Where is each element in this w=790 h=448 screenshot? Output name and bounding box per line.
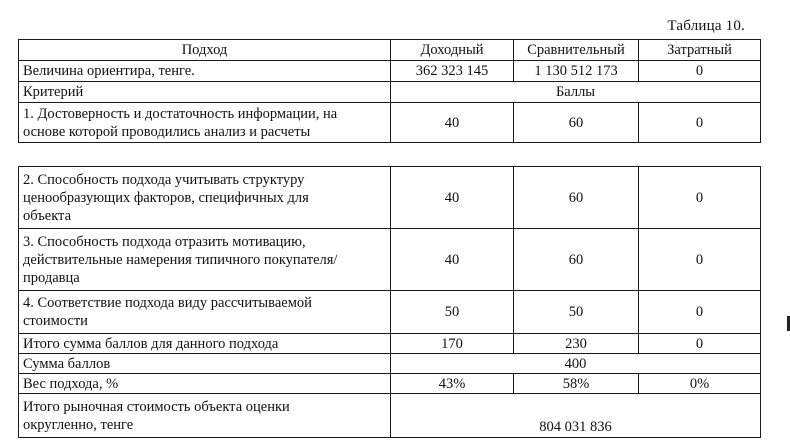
landmark-income: 362 323 145 bbox=[391, 61, 514, 82]
total-income: 170 bbox=[391, 334, 514, 354]
criterion-line: ценообразующих факторов, специфичных для bbox=[23, 189, 309, 206]
criterion-line: 1. Достоверность и достаточность информации, на bbox=[23, 105, 338, 122]
criterion-row bbox=[19, 291, 761, 334]
criterion-line: 2. Способность подхода учитывать структуру bbox=[23, 171, 305, 188]
score-cost: 0 bbox=[639, 229, 761, 291]
score-cost: 0 bbox=[639, 103, 761, 143]
weight-income: 43% bbox=[391, 374, 514, 394]
score-comparative: 60 bbox=[514, 167, 639, 229]
criteria-row bbox=[19, 82, 761, 103]
criterion-label bbox=[19, 167, 391, 229]
market-value-amount: 804 031 836 bbox=[391, 394, 761, 438]
criterion-row bbox=[19, 103, 761, 143]
score-cost: 0 bbox=[639, 291, 761, 334]
score-income: 40 bbox=[391, 229, 514, 291]
score-income: 40 bbox=[391, 103, 514, 143]
criteria-points: Баллы bbox=[391, 82, 761, 103]
market-value-label bbox=[19, 394, 391, 438]
landmark-cost: 0 bbox=[639, 61, 761, 82]
criterion-label bbox=[19, 291, 391, 334]
total-by-approach-label: Итого сумма баллов для данного подхода bbox=[19, 334, 391, 354]
weight-label: Вес подхода, % bbox=[19, 374, 391, 394]
landmark-label: Величина ориентира, тенге. bbox=[19, 61, 391, 82]
header-comparative: Сравнительный bbox=[514, 40, 639, 61]
market-value-line: Итого рыночная стоимость объекта оценки bbox=[23, 398, 290, 415]
score-comparative: 60 bbox=[514, 103, 639, 143]
landmark-comparative: 1 130 512 173 bbox=[514, 61, 639, 82]
weight-cost: 0% bbox=[639, 374, 761, 394]
table-header-row bbox=[19, 40, 761, 61]
weight-comparative: 58% bbox=[514, 374, 639, 394]
criterion-line: объекта bbox=[23, 207, 72, 224]
criterion-row bbox=[19, 167, 761, 229]
total-cost: 0 bbox=[639, 334, 761, 354]
valuation-table-top bbox=[18, 39, 761, 143]
sum-points-value: 400 bbox=[391, 354, 761, 374]
header-income: Доходный bbox=[391, 40, 514, 61]
criterion-line: действительные намерения типичного покупателя/ bbox=[23, 251, 338, 268]
criteria-label: Критерий bbox=[19, 82, 391, 103]
sum-points-label: Сумма баллов bbox=[19, 354, 391, 374]
criterion-line: 3. Способность подхода отразить мотивацию, bbox=[23, 233, 306, 250]
score-income: 50 bbox=[391, 291, 514, 334]
criterion-line: основе которой проводились анализ и расчеты bbox=[23, 123, 311, 140]
score-comparative: 50 bbox=[514, 291, 639, 334]
total-by-approach-row bbox=[19, 334, 761, 354]
criterion-label bbox=[19, 229, 391, 291]
sum-points-row bbox=[19, 354, 761, 374]
table-caption: Таблица 10. bbox=[667, 18, 745, 34]
criterion-label bbox=[19, 103, 391, 143]
valuation-table-bottom bbox=[18, 166, 761, 438]
market-value-line: округленно, тенге bbox=[23, 416, 134, 433]
header-approach: Подход bbox=[19, 40, 391, 61]
market-value-row bbox=[19, 394, 761, 438]
criterion-row bbox=[19, 229, 761, 291]
score-income: 40 bbox=[391, 167, 514, 229]
total-comparative: 230 bbox=[514, 334, 639, 354]
header-cost: Затратный bbox=[639, 40, 761, 61]
criterion-line: стоимости bbox=[23, 313, 88, 329]
landmark-row bbox=[19, 61, 761, 82]
criterion-line: продавца bbox=[23, 269, 80, 286]
weight-row bbox=[19, 374, 761, 394]
criterion-line: 4. Соответствие подхода виду рассчитываемой bbox=[23, 295, 312, 311]
score-comparative: 60 bbox=[514, 229, 639, 291]
score-cost: 0 bbox=[639, 167, 761, 229]
